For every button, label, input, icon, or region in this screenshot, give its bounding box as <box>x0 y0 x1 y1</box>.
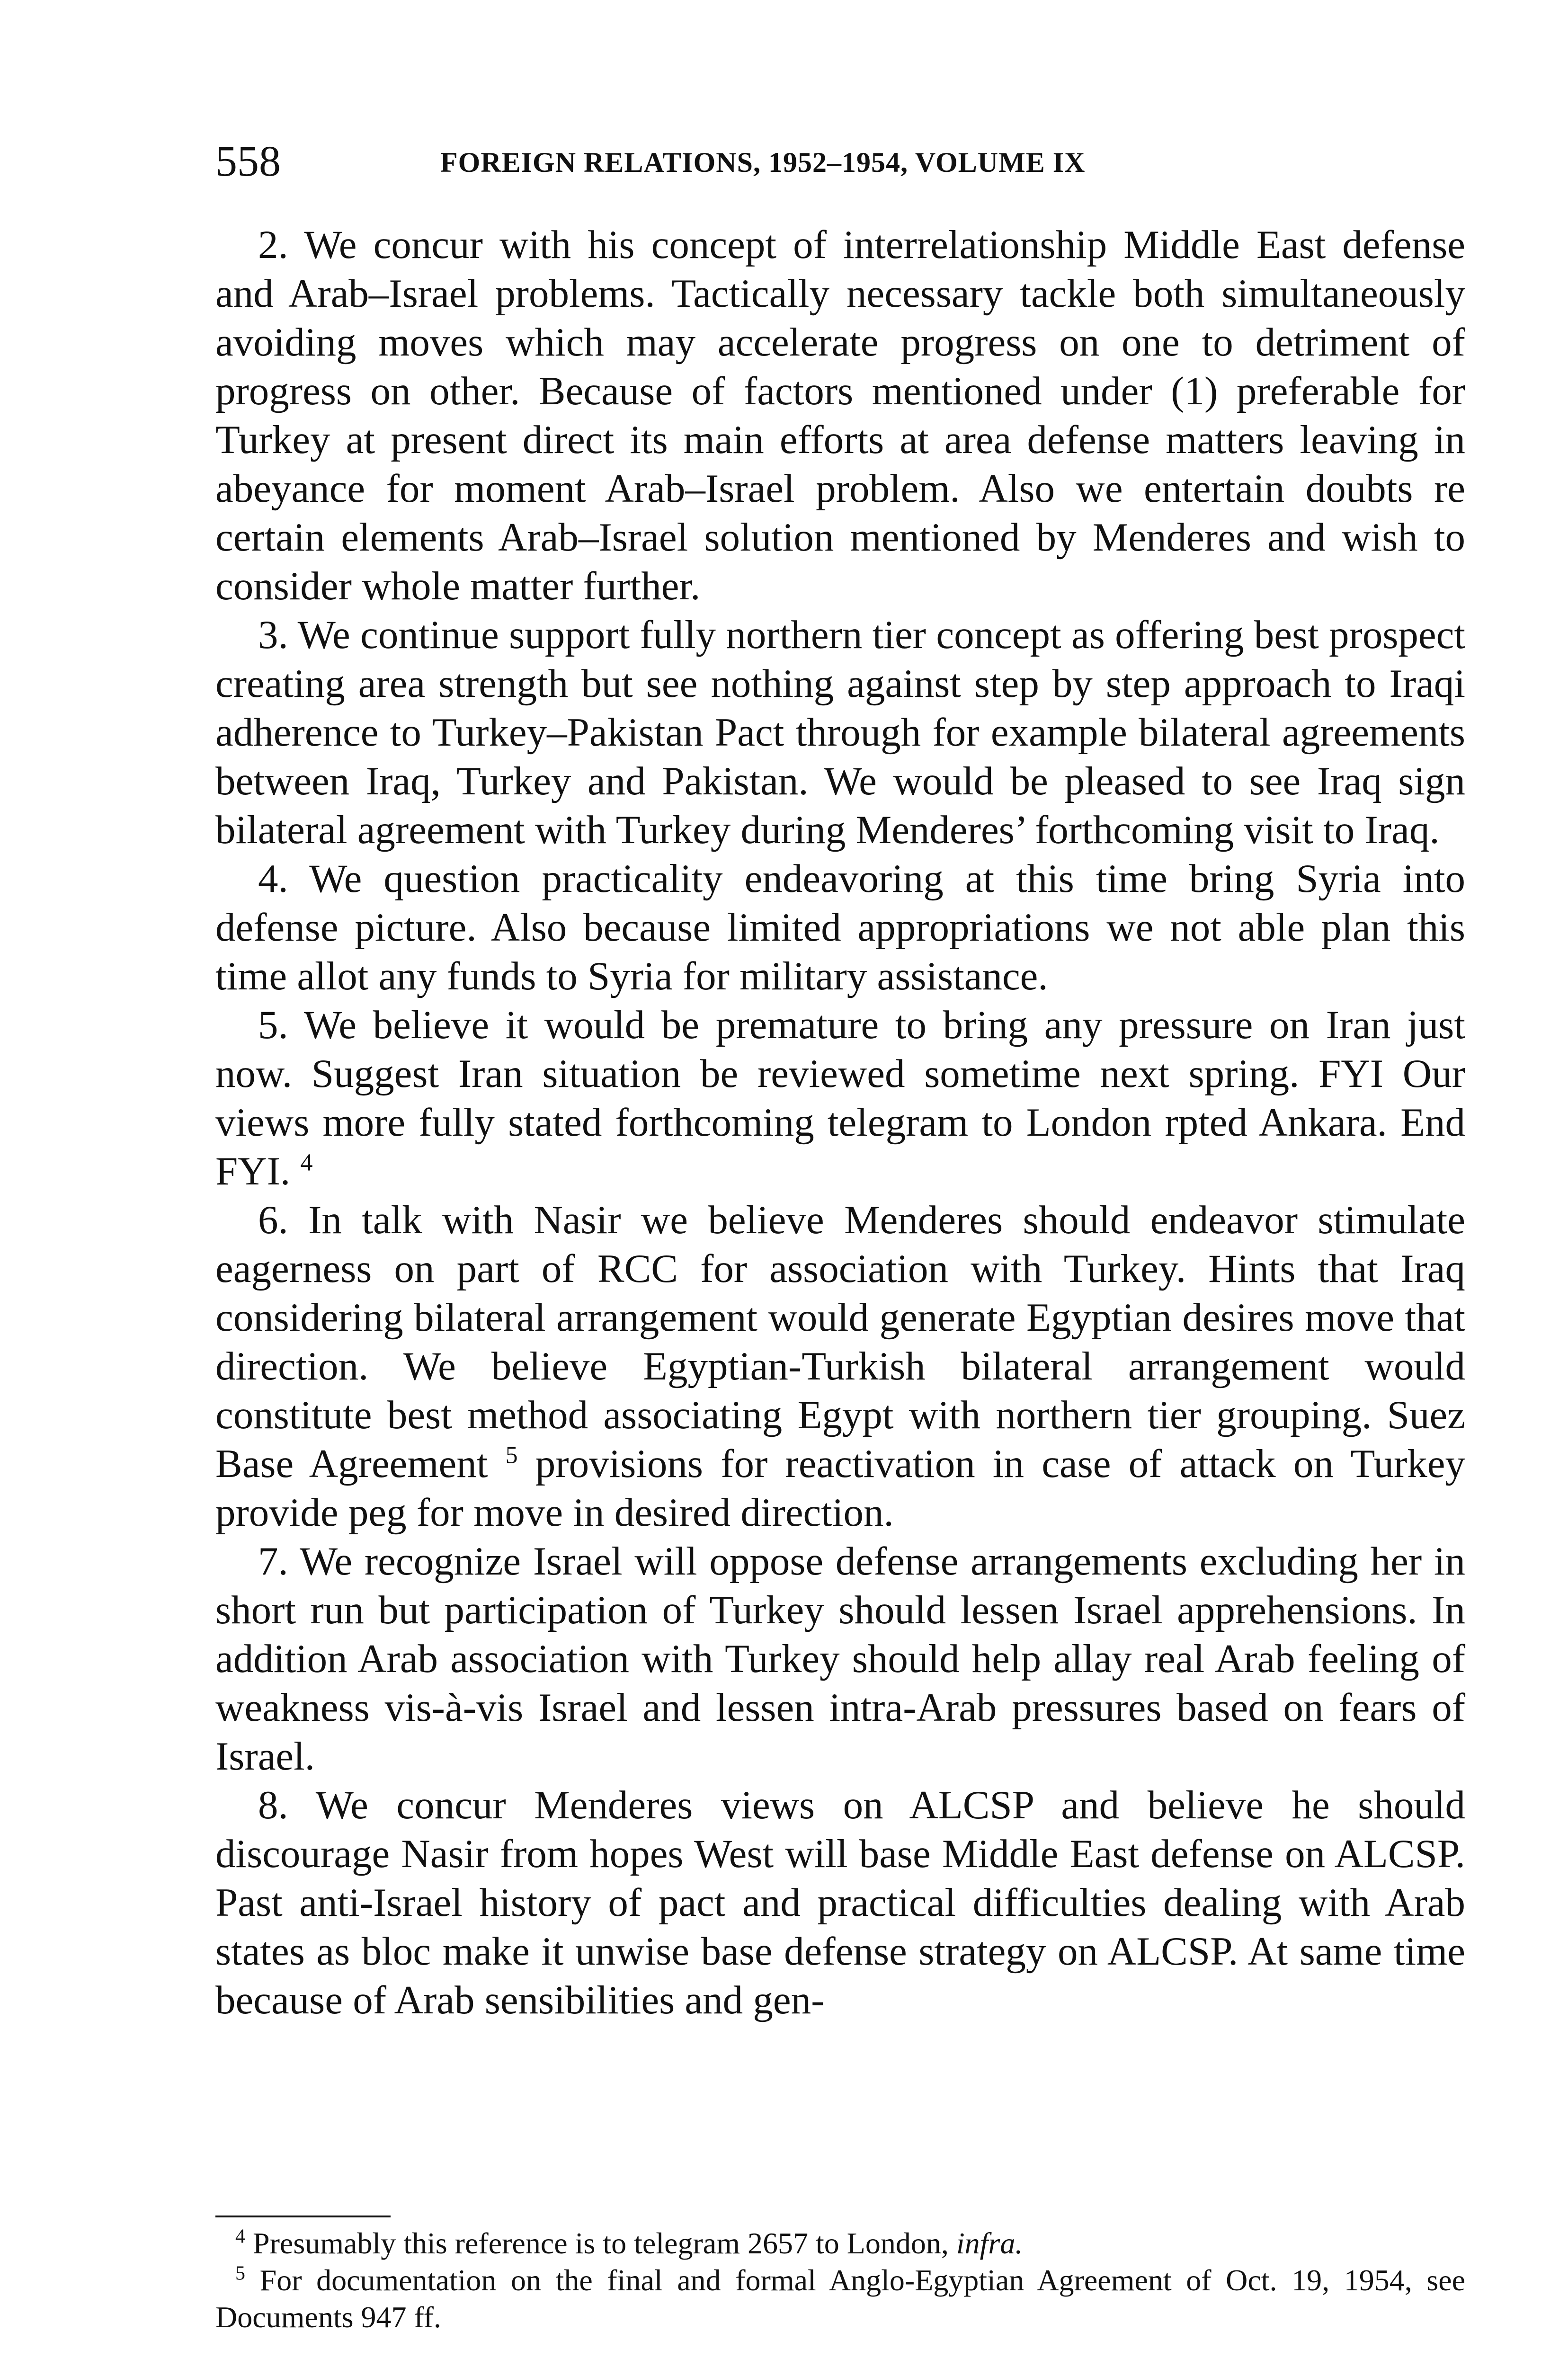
footnote-reference-4[interactable]: 4 <box>300 1149 313 1176</box>
footnote-mark-5: 5 <box>235 2262 245 2285</box>
footnote-4: $^4$ Presumably this reference is to telegram 2657 to London, infra. <box>235 2225 1023 2260</box>
running-title: FOREIGN RELATIONS, 1952–1954, VOLUME IX <box>440 147 1086 178</box>
paragraph-3: 3. We continue support fully northern tier concept as offering best prospect creating area strength but see nothing against step by step approach to Iraqi adherence to Turkey–Pakistan Pact through for example bilateral agreements between Iraq, Turkey and Pakistan. We would be pleased to see Iraq sign bilateral agreement with Turkey during Menderes’ forthcoming visit to Iraq. <box>215 613 1465 852</box>
page-number: 558 <box>215 137 281 185</box>
paragraph-7: 7. We recognize Israel will oppose defense arrangements excluding her in short run but participation of Turkey should lessen Israel apprehensions. In addition Arab association with Turkey should help allay real Arab feeling of weakness vis-à-vis Israel and lessen intra-Arab pressures based on fears of Israel. <box>215 1539 1465 1779</box>
footnote-mark-4: 4 <box>235 2225 245 2248</box>
paragraph-4: 4. We question practicality endeavoring at this time bring Syria into defense picture. Also because limited appropriations we not able plan this time allot any funds to Syria for military assistance. <box>215 856 1465 998</box>
footnote-reference-5[interactable]: 5 <box>505 1442 518 1469</box>
footnote-italic-infra: infra. <box>956 2226 1023 2260</box>
paragraph-2: 2. We concur with his concept of interrelationship Middle East defense and Arab–Israel problems. Tactically necessary tackle both simultaneously avoiding moves which may accelerate progress on one to detriment of progress on other. Because of factors mentioned under (1) preferable for Turkey at present direct its main efforts at area defense matters leaving in abeyance for moment Arab–Israel problem. Also we entertain doubts re certain elements Arab–Israel solution mentioned by Menderes and wish to consider whole matter further. <box>215 222 1465 608</box>
paragraph-8: 8. We concur Menderes views on ALCSP and believe he should discourage Nasir from hopes West will base Middle East defense on ALCSP. Past anti-Israel history of pact and practical difficulties dealing with Arab states as bloc make it unwise base defense strategy on ALCSP. At same time because of Arab sensibilities and gen- <box>215 1783 1465 2022</box>
paragraph-6: 6. In talk with Nasir we believe Menderes should endeavor stimulate eagerness on part of RCC for association with Turkey. Hints that Iraq considering bilateral arrangement would generate Egyptian desires move that direction. We believe Egyptian-Turkish bilateral arrangement would constitute best method associating Egypt with northern tier grouping. Suez Base Agreement $^5$ provisions for reactivation in case of attack on Turkey provide peg for move in desired direction. <box>215 1198 1466 1535</box>
page-header <box>215 135 1465 187</box>
footnote-divider <box>215 2216 391 2217</box>
footnotes <box>215 2225 1465 2336</box>
body-text <box>215 221 1465 2025</box>
footnote-5: $^5$ For documentation on the final and formal Anglo-Egyptian Agreement of Oct. 19, 1954, see Documents 947 ff. <box>215 2262 1466 2334</box>
paragraph-5: 5. We believe it would be premature to bring any pressure on Iran just now. Suggest Iran situation be reviewed sometime next spring. FYI Our views more fully stated forthcoming telegram to London rpted Ankara. End FYI. $^4$ <box>215 1003 1465 1193</box>
